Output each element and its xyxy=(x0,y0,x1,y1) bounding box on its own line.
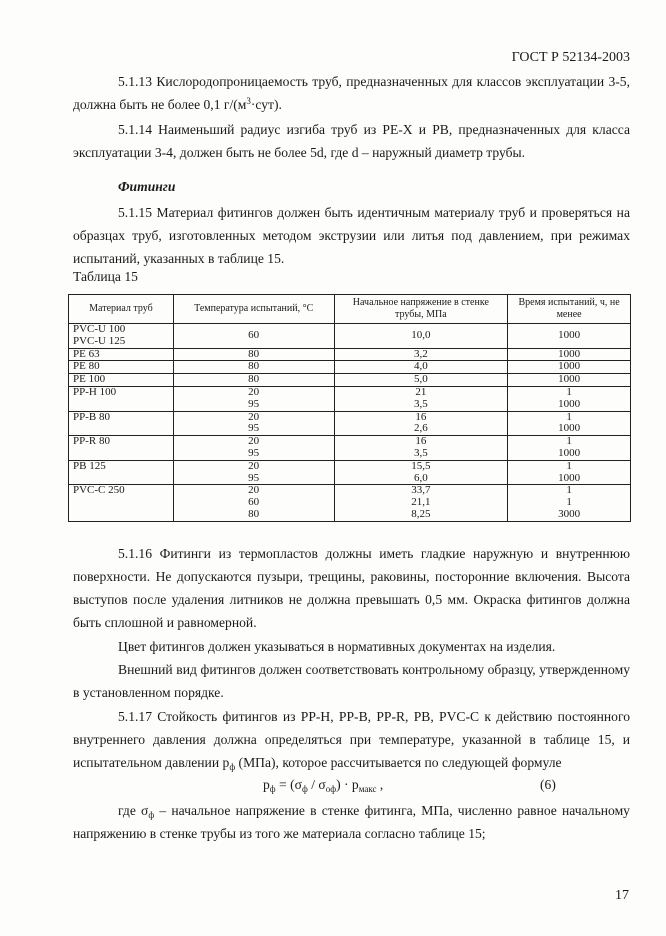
table-row xyxy=(69,436,631,461)
row-temperature: 80 xyxy=(173,374,334,387)
row-material: PP-H 100 xyxy=(69,386,174,411)
where-tail: – начальное напряжение в стенке фитинга, МПа, численно равное начальному напряжению в стенке трубы из того же материала согласно таблице 15; xyxy=(73,803,630,841)
header-material: Материал труб xyxy=(69,295,174,324)
row-temperature: 80 xyxy=(173,348,334,361)
formula-sigma-f-sub: ф xyxy=(301,784,308,794)
row-stress: 15,5 6,0 xyxy=(334,460,508,485)
table-row xyxy=(69,374,631,387)
test-conditions-table xyxy=(68,294,631,522)
formula-close: ) · p xyxy=(336,777,359,792)
row-temperature: 20 60 80 xyxy=(173,485,334,521)
row-time: 1 1000 xyxy=(508,460,631,485)
row-material: PVC-U 100 PVC-U 125 xyxy=(69,324,174,349)
paragraph-appearance: Внешний вид фитингов должен соответствовать контрольному образцу, утвержденному в установленном порядке. xyxy=(73,662,630,700)
row-stress: 33,7 21,1 8,25 xyxy=(334,485,508,521)
row-stress: 5,0 xyxy=(334,374,508,387)
section-heading-fittings: Фитинги xyxy=(118,179,176,194)
table-row xyxy=(69,411,631,436)
formula-end: , xyxy=(376,777,384,792)
formula-number: (6) xyxy=(540,777,556,792)
formula-eq: = (σ xyxy=(275,777,302,792)
row-temperature: 20 95 xyxy=(173,411,334,436)
paragraph-5-1-14: 5.1.14 Наименьший радиус изгиба труб из PE-X и PB, предназначенных для класса эксплуатации 3-4, должен быть не более 5d, где d – наружный диаметр трубы. xyxy=(73,122,630,160)
row-stress: 21 3,5 xyxy=(334,386,508,411)
formula-6 xyxy=(263,777,383,793)
row-time: 1 1 3000 xyxy=(508,485,631,521)
row-material: PE 63 xyxy=(69,348,174,361)
table-row xyxy=(69,324,631,349)
header-initial-stress: Начальное напряжение в стенке трубы, МПа xyxy=(334,295,508,324)
row-material: PP-R 80 xyxy=(69,436,174,461)
paragraph-5-1-17 xyxy=(73,705,630,774)
table-row xyxy=(69,485,631,521)
paragraph-5-1-13-text: 5.1.13 Кислородопроницаемость труб, предназначенных для классов эксплуатации 3-5, должна быть не более 0,1 г/(м xyxy=(73,74,630,112)
paragraph-5-1-17-text: 5.1.17 Стойкость фитингов из PP-H, PP-B, PP-R, PB, PVC-C к действию постоянного внутреннего давления должна определяться при температуре, указанной в таблице 15, и испытательном давлении p xyxy=(73,709,630,770)
row-stress: 16 3,5 xyxy=(334,436,508,461)
row-material: PE 80 xyxy=(69,361,174,374)
formula-pmax-sub: макс xyxy=(358,784,377,794)
row-temperature: 80 xyxy=(173,361,334,374)
table-caption: Таблица 15 xyxy=(73,269,138,284)
subscript-f: ф xyxy=(229,762,236,772)
row-time: 1000 xyxy=(508,348,631,361)
formula-p: p xyxy=(263,777,270,792)
row-time: 1000 xyxy=(508,374,631,387)
row-material: PE 100 xyxy=(69,374,174,387)
row-material: PP-B 80 xyxy=(69,411,174,436)
standard-header: ГОСТ Р 52134-2003 xyxy=(511,50,630,65)
row-stress: 3,2 xyxy=(334,348,508,361)
row-time: 1 1000 xyxy=(508,411,631,436)
paragraph-5-1-13-tail: ·сут). xyxy=(250,97,282,112)
row-stress: 10,0 xyxy=(334,324,508,349)
paragraph-color: Цвет фитингов должен указываться в нормативных документах на изделия. xyxy=(118,639,556,654)
row-time: 1 1000 xyxy=(508,436,631,461)
where-sub: ф xyxy=(148,810,155,820)
row-material: PVC-C 250 xyxy=(69,485,174,521)
paragraph-5-1-17-tail: (МПа), которое рассчитывается по следующей формуле xyxy=(235,755,562,770)
table-row xyxy=(69,348,631,361)
row-stress: 16 2,6 xyxy=(334,411,508,436)
superscript-3: 3 xyxy=(246,96,251,106)
header-test-time: Время испытаний, ч, не менее xyxy=(508,295,631,324)
row-time: 1000 xyxy=(508,361,631,374)
paragraph-5-1-15: 5.1.15 Материал фитингов должен быть идентичным материалу труб и проверяться на образцах труб, изготовленных методом экструзии или литья под давлением, при режимах испытаний, указанных в таблице 15. xyxy=(73,205,630,266)
page-number: 17 xyxy=(615,888,629,903)
row-temperature: 20 95 xyxy=(173,386,334,411)
paragraph-where xyxy=(73,799,630,845)
formula-p-sub: ф xyxy=(269,784,276,794)
row-time: 1000 xyxy=(508,324,631,349)
row-temperature: 60 xyxy=(173,324,334,349)
table-row xyxy=(69,386,631,411)
table-row xyxy=(69,361,631,374)
row-temperature: 20 95 xyxy=(173,436,334,461)
formula-div: / σ xyxy=(307,777,326,792)
paragraph-5-1-16: 5.1.16 Фитинги из термопластов должны иметь гладкие наружную и внутреннюю поверхности. Не допускаются пузыри, трещины, раковины, посторонние включения. Высота выступов после удаления литников не должна превышать 0,5 мм. Окраска фитингов должна быть сплошной и равномерной. xyxy=(73,546,630,630)
paragraph-5-1-13 xyxy=(73,70,630,116)
formula-sigma-of-sub: оф xyxy=(325,784,337,794)
where-text: где σ xyxy=(118,803,149,818)
row-stress: 4,0 xyxy=(334,361,508,374)
row-time: 1 1000 xyxy=(508,386,631,411)
table-row xyxy=(69,460,631,485)
row-temperature: 20 95 xyxy=(173,460,334,485)
table-header-row xyxy=(69,295,631,324)
header-temperature: Температура испытаний, °С xyxy=(173,295,334,324)
row-material: PB 125 xyxy=(69,460,174,485)
